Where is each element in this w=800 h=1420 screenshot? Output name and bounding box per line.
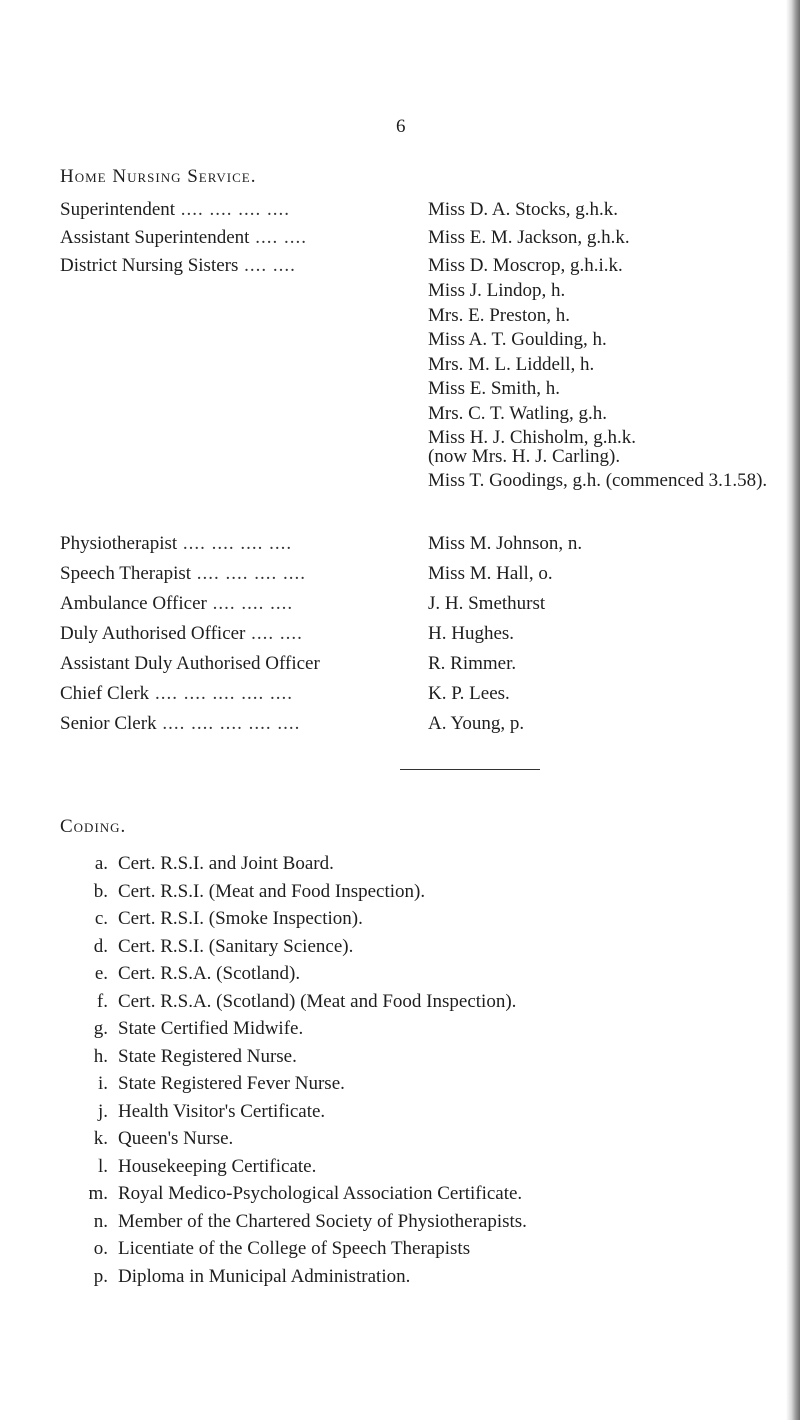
- staff-name: Miss A. T. Goulding, h.: [428, 329, 607, 350]
- coding-text: Cert. R.S.A. (Scotland).: [118, 963, 301, 984]
- staff-name: Miss D. A. Stocks, g.h.k.: [428, 199, 619, 220]
- coding-letter: o.: [93, 1238, 108, 1259]
- coding-item: [74, 852, 774, 880]
- section-divider: [400, 769, 540, 770]
- dot-leader: .... ....: [238, 255, 296, 276]
- staff-name: Miss H. J. Chisholm, g.h.k.: [428, 427, 636, 448]
- staff-role: Assistant Duly Authorised Officer: [60, 653, 320, 674]
- coding-letter: e.: [94, 963, 108, 984]
- staff-name: K. P. Lees.: [428, 683, 510, 704]
- staff-names: [428, 712, 780, 736]
- coding-letter: c.: [94, 908, 108, 929]
- staff-name: Miss E. M. Jackson, g.h.k.: [428, 227, 630, 248]
- staff-names: [428, 592, 780, 616]
- coding-item: [74, 1100, 774, 1128]
- staff-name: H. Hughes.: [428, 623, 515, 644]
- dot-leader: .... .... ....: [206, 593, 294, 614]
- coding-item: [74, 1182, 774, 1210]
- dot-leader: .... .... .... .... ....: [149, 683, 293, 704]
- staff-role: Chief Clerk .... .... .... .... ....: [60, 683, 293, 704]
- staff-name: Miss D. Moscrop, g.h.i.k.: [428, 255, 623, 276]
- coding-text: Cert. R.S.I. and Joint Board.: [118, 853, 334, 874]
- coding-text: State Registered Fever Nurse.: [118, 1073, 345, 1094]
- coding-item: [74, 1127, 774, 1155]
- staff-names: [428, 562, 780, 586]
- coding-item: [74, 907, 774, 935]
- staff-role: Physiotherapist .... .... .... ....: [60, 533, 293, 554]
- staff-name: J. H. Smethurst: [428, 593, 546, 614]
- coding-letter: a.: [94, 853, 108, 874]
- staff-name: Mrs. E. Preston, h.: [428, 304, 570, 326]
- staff-role: Assistant Superintendent .... ....: [60, 227, 307, 248]
- coding-text: Cert. R.S.I. (Meat and Food Inspection).: [118, 880, 426, 902]
- coding-text: Queen's Nurse.: [118, 1128, 234, 1149]
- staff-name: Miss J. Lindop, h.: [428, 280, 566, 301]
- staff-names: [428, 622, 780, 646]
- dot-leader: .... .... .... ....: [177, 533, 293, 554]
- coding-text: State Certified Midwife.: [118, 1018, 304, 1039]
- coding-item: [74, 1072, 774, 1100]
- staff-names: [428, 226, 780, 250]
- coding-item: [74, 1045, 774, 1073]
- coding-text: Diploma in Municipal Administration.: [118, 1265, 411, 1287]
- section-heading: Home Nursing Service.: [60, 166, 257, 187]
- staff-name: Mrs. C. T. Watling, g.h.: [428, 402, 607, 424]
- staff-role: Superintendent .... .... .... ....: [60, 199, 291, 220]
- coding-text: Licentiate of the College of Speech Therapists: [118, 1238, 471, 1259]
- coding-item: [74, 1210, 774, 1238]
- staff-name: Miss M. Hall, o.: [428, 563, 553, 584]
- dot-leader: .... .... .... .... ....: [156, 713, 301, 734]
- coding-letter: m.: [88, 1183, 108, 1204]
- page-edge-shadow: [786, 0, 800, 1420]
- coding-letter: n.: [93, 1210, 108, 1232]
- coding-item: [74, 1017, 774, 1045]
- coding-item: [74, 1265, 774, 1293]
- coding-list: [74, 852, 774, 1292]
- staff-name: (now Mrs. H. J. Carling).: [428, 446, 621, 467]
- staff-role: Duly Authorised Officer .... ....: [60, 623, 303, 644]
- coding-letter: j.: [97, 1100, 108, 1122]
- coding-letter: g.: [93, 1018, 108, 1039]
- coding-item: [74, 935, 774, 963]
- coding-item: [74, 990, 774, 1018]
- coding-text: Cert. R.S.A. (Scotland) (Meat and Food Inspection).: [118, 990, 517, 1012]
- staff-name: Miss E. Smith, h.: [428, 378, 560, 399]
- coding-text: Cert. R.S.I. (Sanitary Science).: [118, 935, 354, 957]
- staff-name: Mrs. M. L. Liddell, h.: [428, 353, 595, 375]
- dot-leader: .... .... .... ....: [175, 199, 291, 220]
- coding-item: [74, 962, 774, 990]
- coding-text: Housekeeping Certificate.: [118, 1155, 317, 1177]
- staff-name: R. Rimmer.: [428, 653, 517, 674]
- staff-role: Speech Therapist .... .... .... ....: [60, 563, 307, 584]
- coding-text: State Registered Nurse.: [118, 1045, 297, 1067]
- dot-leader: .... ....: [249, 227, 307, 248]
- staff-name: A. Young, p.: [428, 713, 525, 734]
- coding-heading: Coding.: [60, 816, 127, 837]
- staff-name: Miss M. Johnson, n.: [428, 533, 583, 554]
- dot-leader: .... .... .... ....: [191, 563, 307, 584]
- coding-letter: i.: [97, 1073, 108, 1094]
- coding-text: Royal Medico-Psychological Association Certificate.: [118, 1183, 523, 1204]
- coding-item: [74, 1155, 774, 1183]
- page-number: 6: [396, 116, 406, 137]
- coding-letter: p.: [93, 1265, 108, 1287]
- staff-role: Ambulance Officer .... .... ....: [60, 593, 294, 614]
- coding-letter: k.: [93, 1128, 108, 1149]
- dot-leader: .... ....: [245, 623, 303, 644]
- coding-text: Member of the Chartered Society of Physiotherapists.: [118, 1210, 527, 1232]
- staff-role: Senior Clerk .... .... .... .... ....: [60, 713, 301, 734]
- coding-letter: b.: [93, 880, 108, 902]
- staff-role: District Nursing Sisters .... ....: [60, 255, 296, 276]
- staff-names: [428, 652, 780, 676]
- coding-letter: d.: [93, 935, 108, 957]
- staff-name: Miss T. Goodings, g.h. (commenced 3.1.58).: [428, 470, 768, 491]
- coding-letter: h.: [93, 1045, 108, 1067]
- coding-text: Health Visitor's Certificate.: [118, 1100, 326, 1122]
- staff-names: [428, 682, 780, 706]
- coding-item: [74, 1237, 774, 1265]
- coding-item: [74, 880, 774, 908]
- staff-names: [428, 254, 780, 490]
- staff-names: [428, 532, 780, 556]
- coding-text: Cert. R.S.I. (Smoke Inspection).: [118, 908, 363, 929]
- staff-names: [428, 198, 780, 222]
- coding-letter: f.: [96, 990, 108, 1012]
- coding-letter: l.: [97, 1155, 108, 1177]
